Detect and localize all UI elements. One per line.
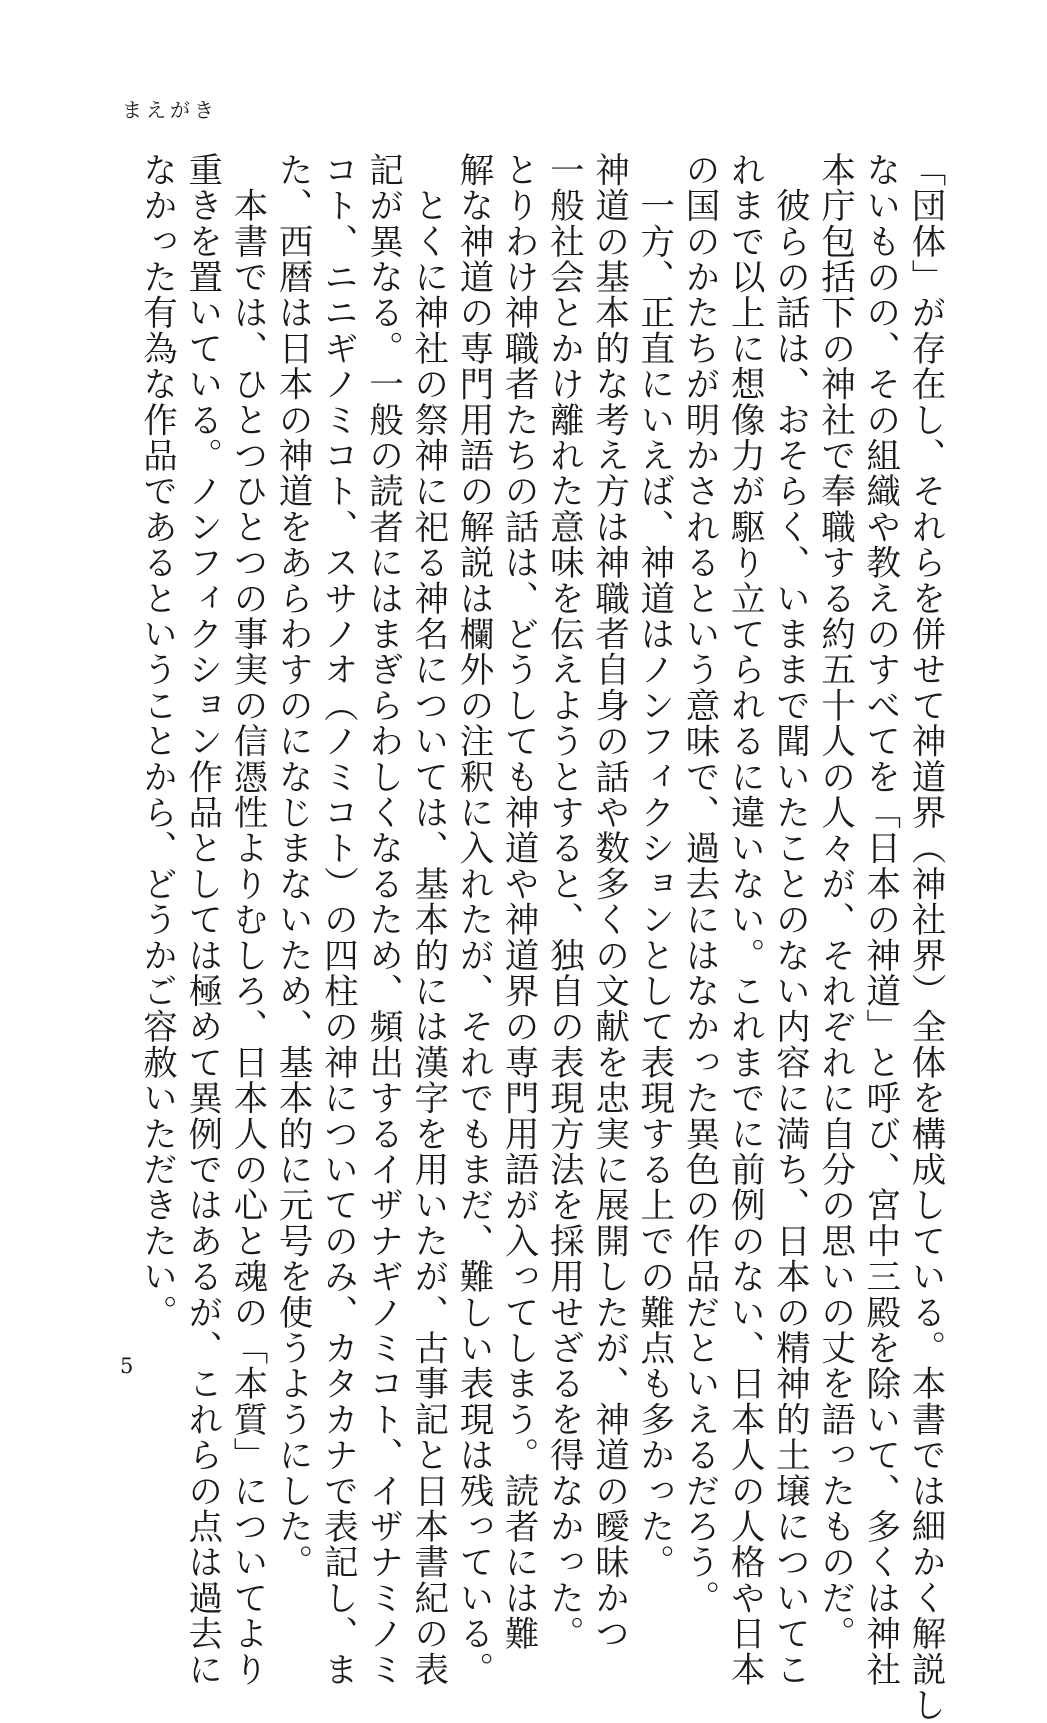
text-line: 彼らの話は、おそらく、いままで聞いたことのない内容に満ち、日本の精神的土壌についてこ — [769, 152, 810, 1688]
text-line: 神道の基本的な考え方は神職者自身の話や数多くの文献を忠実に展開したが、神道の曖昧かつ — [588, 152, 629, 1652]
text-line: た、西暦は日本の神道をあらわすのになじまないため、基本的に元号を使うようにした。 — [272, 152, 313, 1580]
page-number: 5 — [120, 1354, 134, 1378]
running-head: まえがき — [122, 98, 218, 122]
text-line: 記が異なる。一般の読者にはまぎらわしくなるため、頻出するイザナギノミコト、イザナミノミ — [362, 152, 403, 1688]
text-line: れまで以上に想像力が駆り立てられるに違いない。これまでに前例のない、日本人の人格や日本 — [724, 152, 765, 1688]
text-line: 「団体」が存在し、それらを併せて神道界（神社界）全体を構成している。本書では細かく解説し — [905, 152, 945, 1723]
text-line: とりわけ神職者たちの話は、どうしても神道や神道界の専門用語が入ってしまう。読者には難 — [498, 152, 539, 1652]
text-line: 一方、正直にいえば、神道はノンフィクションとして表現する上での難点も多かった。 — [633, 152, 674, 1580]
text-line: 本庁包括下の神社で奉職する約五十人の人々が、それぞれに自分の思いの丈を語ったものだ。 — [814, 152, 855, 1652]
body-text — [105, 152, 947, 1723]
text-line: なかった有為な作品であるということから、どうかご容赦いただきたい。 — [136, 152, 177, 1331]
text-line: ないものの、その組織や教えのすべてを「日本の神道」と呼び、宮中三殿を除いて、多くは神社 — [859, 152, 900, 1688]
text-line: コト、ニニギノミコト、スサノオ（ノミコト）の四柱の神についてのみ、カタカナで表記し、ま — [317, 152, 358, 1688]
text-line: 解な神道の専門用語の解説は欄外の注釈に入れたが、それでもまだ、難しい表現は残っている。 — [452, 152, 493, 1688]
text-line: 重きを置いている。ノンフィクション作品としては極めて異例ではあるが、これらの点は過去に — [181, 152, 222, 1688]
text-line: の国のかたちが明かされるという意味で、過去にはなかった異色の作品だといえるだろう。 — [678, 152, 719, 1616]
text-line: 一般社会とかけ離れた意味を伝えようとすると、独自の表現方法を採用せざるを得なかった。 — [543, 152, 584, 1652]
text-line: とくに神社の祭神に祀る神名については、基本的には漢字を用いたが、古事記と日本書紀の表 — [407, 152, 448, 1688]
text-line: 本書では、ひとつひとつの事実の信憑性よりむしろ、日本人の心と魂の「本質」についてより — [226, 152, 267, 1688]
